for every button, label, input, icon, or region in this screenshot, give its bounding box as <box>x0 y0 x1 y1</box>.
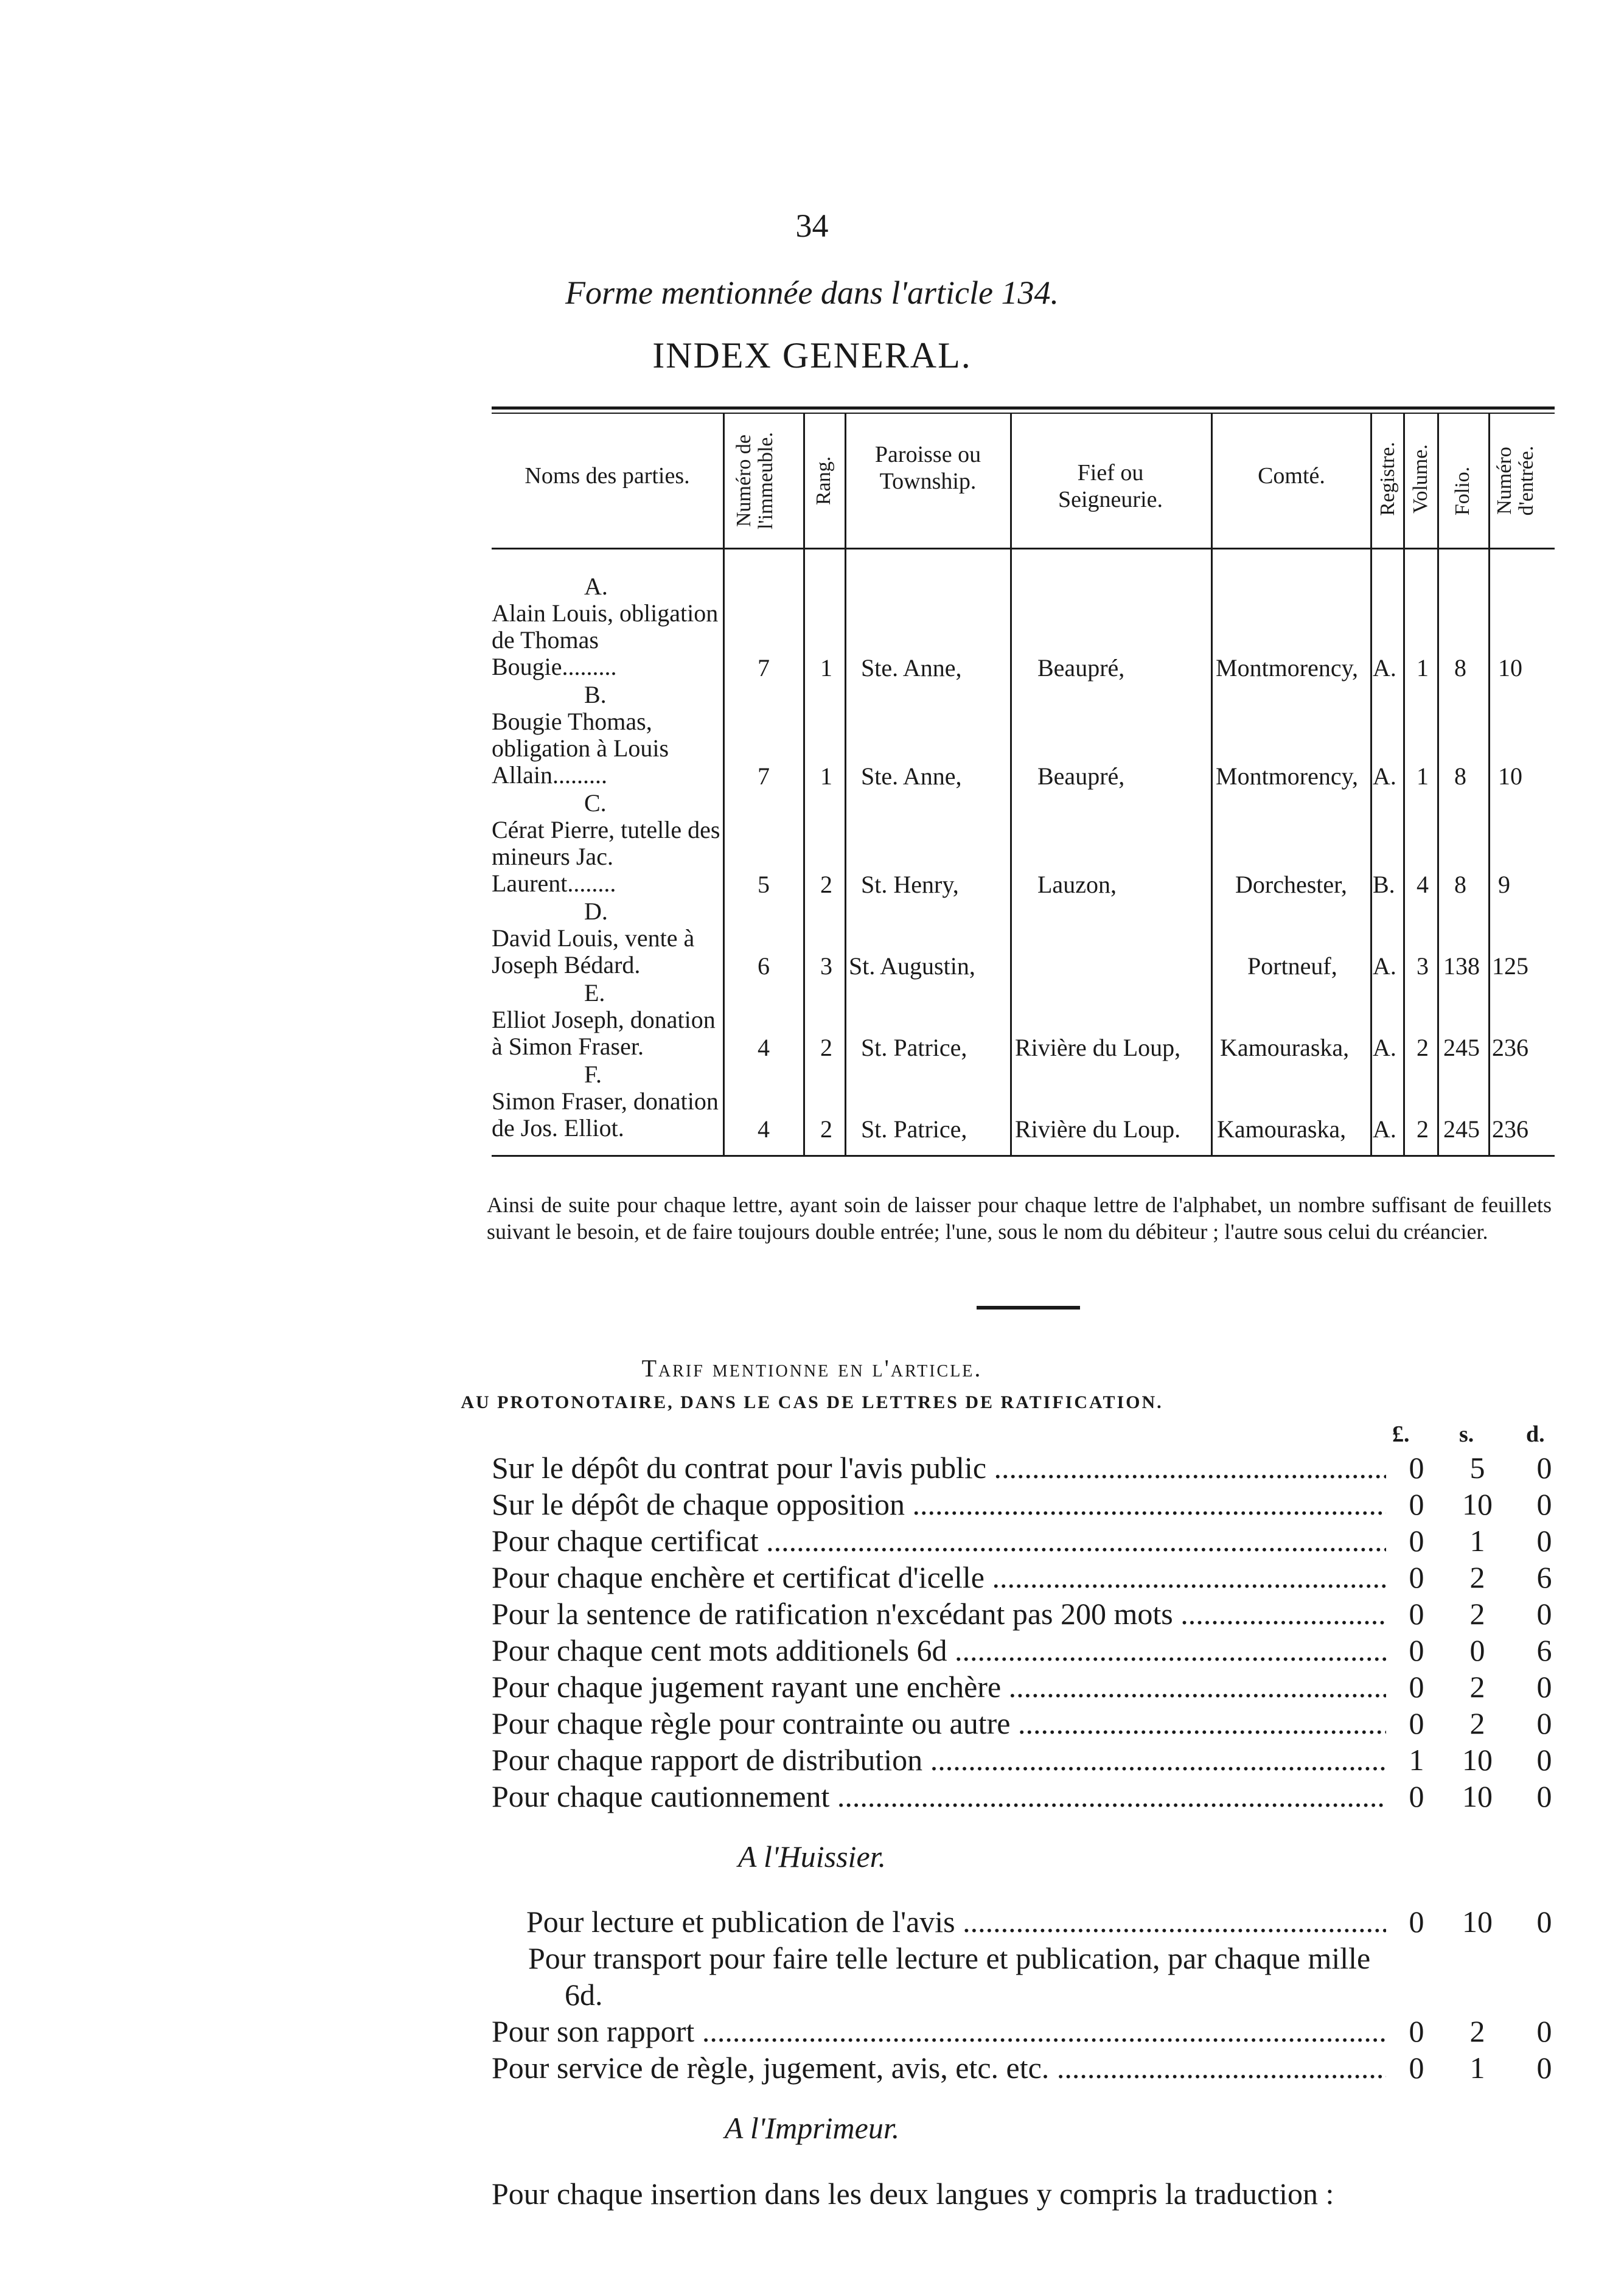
folio-cell: 245 <box>1443 1115 1480 1143</box>
rang-cell: 2 <box>820 1115 832 1143</box>
letter-heading: E. <box>584 979 605 1006</box>
fee-label: Pour la sentence de ratification n'excédant pas 200 mots ..... <box>492 1596 1386 1632</box>
tarif-title-text: Tarif mentionne en l'article. <box>641 1355 983 1382</box>
fee-row <box>492 2013 1553 2049</box>
shillings-header: s. <box>1459 1421 1474 1447</box>
numero-cell: 5 <box>758 871 770 898</box>
registre-cell: A. <box>1373 1034 1396 1061</box>
registre-cell: A. <box>1373 762 1396 790</box>
volume-cell: 2 <box>1417 1115 1429 1143</box>
fee-pence: 0 <box>1536 1905 1552 1939</box>
rang-cell: 1 <box>820 654 832 682</box>
folio-cell: 138 <box>1443 952 1480 980</box>
party-name: Alain Louis, obligation de Thomas Bougie......... <box>492 599 719 680</box>
fee-pence: 0 <box>1536 1524 1552 1558</box>
instruction-note: Ainsi de suite pour chaque lettre, ayant soin de laisser pour chaque lettre de l'alphabet, un nombre suffisant de feuillets suivant le besoin, et de faire toujours double entrée; l'une, sous le nom du débiteur ; l'autre sous celui du créancier. <box>487 1193 1552 1244</box>
paroisse-cell: Ste. Anne, <box>861 762 962 790</box>
letter-heading: D. <box>584 898 608 925</box>
fee-pence: 0 <box>1536 2014 1552 2048</box>
fee-pounds: 0 <box>1409 1560 1424 1594</box>
entree-cell: 236 <box>1492 1115 1528 1143</box>
fee-row <box>492 2049 1553 2086</box>
fee-label: Pour service de règle, jugement, avis, etc. etc. ..... <box>492 2049 1386 2086</box>
fee-row <box>492 1559 1553 1596</box>
folio-cell: 8 <box>1454 654 1466 682</box>
transport-text <box>492 1940 1404 2013</box>
fief-cell: Rivière du Loup. <box>1015 1115 1181 1143</box>
rang-cell: 2 <box>820 1034 832 1061</box>
registre-cell: B. <box>1373 871 1395 898</box>
fee-shillings: 2 <box>1469 2014 1485 2048</box>
comte-cell: Montmorency, <box>1216 762 1359 790</box>
fee-row <box>492 1632 1553 1669</box>
paroisse-cell: St. Augustin, <box>849 952 975 980</box>
fee-shillings: 2 <box>1469 1670 1485 1704</box>
fee-pounds: 0 <box>1409 2014 1424 2048</box>
fee-row <box>492 1705 1553 1742</box>
fee-shillings: 1 <box>1469 1524 1485 1558</box>
fee-label: Pour chaque jugement rayant une enchère ..... <box>492 1669 1386 1705</box>
fee-row <box>492 1669 1553 1705</box>
folio-cell: 8 <box>1454 871 1466 898</box>
fee-label: Pour chaque cautionnement ..... <box>492 1778 1386 1815</box>
comte-cell: Kamouraska, <box>1217 1115 1347 1143</box>
section-separator <box>977 1306 1080 1310</box>
fee-shillings: 10 <box>1462 1487 1493 1521</box>
header-numero: Numéro de l'immeuble. <box>733 431 777 530</box>
form-title: Forme mentionnée dans l'article 134. <box>565 274 1059 311</box>
fee-pounds: 0 <box>1409 1524 1424 1558</box>
fee-pence: 6 <box>1536 1560 1552 1594</box>
table-bottom-rule <box>492 1155 1555 1157</box>
fee-pence: 6 <box>1536 1633 1552 1667</box>
entree-cell: 10 <box>1498 762 1522 790</box>
paroisse-cell: St. Patrice, <box>861 1034 967 1061</box>
header-entree: Numéro d'entrée. <box>1493 445 1538 516</box>
letter-heading: C. <box>584 789 607 817</box>
header-volume: Volume. <box>1409 444 1432 514</box>
header-rang: Rang. <box>812 456 835 506</box>
volume-cell: 3 <box>1417 952 1429 980</box>
fee-shillings: 10 <box>1462 1905 1493 1939</box>
comte-cell: Montmorency, <box>1216 654 1359 682</box>
fee-row <box>492 1486 1553 1522</box>
header-names: Noms des parties. <box>524 463 690 489</box>
fee-row <box>492 1449 1553 1486</box>
party-name: Simon Fraser, donation de Jos. Elliot. <box>492 1087 719 1142</box>
party-name: Bougie Thomas, obligation à Louis Allain......... <box>492 708 669 789</box>
header-folio: Folio. <box>1451 466 1474 516</box>
volume-cell: 2 <box>1417 1034 1429 1061</box>
numero-cell: 7 <box>758 654 770 682</box>
fee-pence: 0 <box>1536 1779 1552 1813</box>
volume-cell: 1 <box>1417 654 1429 682</box>
tarif-title <box>0 1354 1624 1383</box>
fee-pence: 0 <box>1536 1743 1552 1777</box>
fee-pence: 0 <box>1536 1487 1552 1521</box>
col-divider <box>1488 414 1490 1155</box>
pence-header: d. <box>1526 1421 1545 1447</box>
fee-pounds: 0 <box>1409 2051 1424 2085</box>
header-registre: Registre. <box>1376 442 1399 516</box>
paroisse-cell: St. Henry, <box>861 871 959 898</box>
party-name: David Louis, vente à Joseph Bédard. <box>492 924 695 978</box>
imprimeur-text <box>492 2175 1404 2212</box>
fee-shillings: 0 <box>1469 1633 1485 1667</box>
fee-row <box>492 1522 1553 1559</box>
fee-label: Pour chaque certificat ..... <box>492 1522 1386 1559</box>
fee-shillings: 2 <box>1469 1597 1485 1631</box>
volume-cell: 4 <box>1417 871 1429 898</box>
col-divider <box>803 414 805 1155</box>
header-paroisse: Paroisse ou Township. <box>874 442 981 494</box>
fee-pounds: 1 <box>1409 1743 1424 1777</box>
fee-pounds: 0 <box>1409 1670 1424 1704</box>
fee-label: Pour chaque enchère et certificat d'icelle ..... <box>492 1559 1386 1596</box>
tarif-subtitle: AU PROTONOTAIRE, DANS LE CAS DE LETTRES DE RATIFICATION. <box>461 1392 1163 1412</box>
col-divider <box>1010 414 1012 1155</box>
fee-label: Pour chaque cent mots additionels 6d ..... <box>492 1632 1386 1669</box>
fee-pence: 0 <box>1536 1706 1552 1740</box>
fee-pence: 0 <box>1536 1451 1552 1485</box>
numero-cell: 4 <box>758 1115 770 1143</box>
fee-label: Pour chaque règle pour contrainte ou autre ..... <box>492 1705 1386 1742</box>
rang-cell: 3 <box>820 952 832 980</box>
huissier-title: A l'Huissier. <box>737 1840 887 1874</box>
fee-pounds: 0 <box>1409 1451 1424 1485</box>
fief-cell: Rivière du Loup, <box>1015 1034 1181 1061</box>
col-divider <box>1403 414 1405 1155</box>
party-name: Cérat Pierre, tutelle des mineurs Jac. Laurent........ <box>492 816 720 897</box>
numero-cell: 7 <box>758 762 770 790</box>
fee-row <box>492 1596 1553 1632</box>
index-title: INDEX GENERAL. <box>652 335 972 375</box>
col-divider <box>1370 414 1372 1155</box>
entree-cell: 236 <box>1492 1034 1528 1061</box>
registre-cell: A. <box>1373 1115 1396 1143</box>
letter-heading: A. <box>584 573 608 600</box>
fee-pence: 0 <box>1536 1670 1552 1704</box>
fee-pounds: 0 <box>1409 1597 1424 1631</box>
folio-cell: 245 <box>1443 1034 1480 1061</box>
comte-cell: Portneuf, <box>1247 952 1337 980</box>
header-fief: Fief ou Seigneurie. <box>1058 460 1163 512</box>
fee-row <box>492 1778 1553 1815</box>
volume-cell: 1 <box>1417 762 1429 790</box>
pounds-header: £. <box>1392 1421 1410 1447</box>
paroisse-cell: Ste. Anne, <box>861 654 962 682</box>
fee-label: Sur le dépôt du contrat pour l'avis public ..... <box>492 1449 1386 1486</box>
fee-label: Pour son rapport ..... <box>492 2013 1386 2049</box>
fee-shillings: 10 <box>1462 1779 1493 1813</box>
entree-cell: 9 <box>1498 871 1510 898</box>
fee-row <box>526 1903 1553 1940</box>
fee-shillings: 5 <box>1469 1451 1485 1485</box>
fee-shillings: 1 <box>1469 2051 1485 2085</box>
fee-label: Pour chaque rapport de distribution ..... <box>492 1742 1386 1778</box>
fief-cell: Beaupré, <box>1037 654 1125 682</box>
fee-pounds: 0 <box>1409 1779 1424 1813</box>
transport-label: Pour transport pour faire telle lecture et publication, par chaque mille 6d. <box>528 1941 1371 2012</box>
fee-shillings: 2 <box>1469 1706 1485 1740</box>
folio-cell: 8 <box>1454 762 1466 790</box>
imprimeur-title: A l'Imprimeur. <box>724 2111 900 2145</box>
numero-cell: 6 <box>758 952 770 980</box>
fee-label: Pour lecture et publication de l'avis ..... <box>526 1903 1386 1940</box>
fee-row <box>492 1742 1553 1778</box>
rang-cell: 1 <box>820 762 832 790</box>
col-divider <box>1211 414 1213 1155</box>
registre-cell: A. <box>1373 654 1396 682</box>
fief-cell: Lauzon, <box>1037 871 1117 898</box>
table-header-rule <box>492 548 1555 549</box>
entree-cell: 125 <box>1492 952 1528 980</box>
imprimeur-label: Pour chaque insertion dans les deux langues y compris la traduction : <box>492 2177 1334 2211</box>
header-comte: Comté. <box>1258 463 1325 489</box>
fee-pence: 0 <box>1536 1597 1552 1631</box>
col-divider <box>1437 414 1439 1155</box>
fee-pounds: 0 <box>1409 1487 1424 1521</box>
fee-pounds: 0 <box>1409 1706 1424 1740</box>
numero-cell: 4 <box>758 1034 770 1061</box>
paroisse-cell: St. Patrice, <box>861 1115 967 1143</box>
letter-heading: F. <box>584 1061 602 1088</box>
fee-label: Sur le dépôt de chaque opposition ..... <box>492 1486 1386 1522</box>
page-number: 34 <box>795 208 829 244</box>
rang-cell: 2 <box>820 871 832 898</box>
comte-cell: Dorchester, <box>1235 871 1347 898</box>
party-name: Elliot Joseph, donation à Simon Fraser. <box>492 1006 716 1060</box>
fief-cell: Beaupré, <box>1037 762 1125 790</box>
table-top-rule-thin <box>492 413 1555 414</box>
fee-pence: 0 <box>1536 2051 1552 2085</box>
fee-pounds: 0 <box>1409 1905 1424 1939</box>
table-top-rule <box>492 406 1555 410</box>
letter-heading: B. <box>584 681 607 708</box>
entree-cell: 10 <box>1498 654 1522 682</box>
fee-shillings: 10 <box>1462 1743 1493 1777</box>
fee-shillings: 2 <box>1469 1560 1485 1594</box>
comte-cell: Kamouraska, <box>1220 1034 1350 1061</box>
fee-pounds: 0 <box>1409 1633 1424 1667</box>
col-divider <box>845 414 846 1155</box>
registre-cell: A. <box>1373 952 1396 980</box>
